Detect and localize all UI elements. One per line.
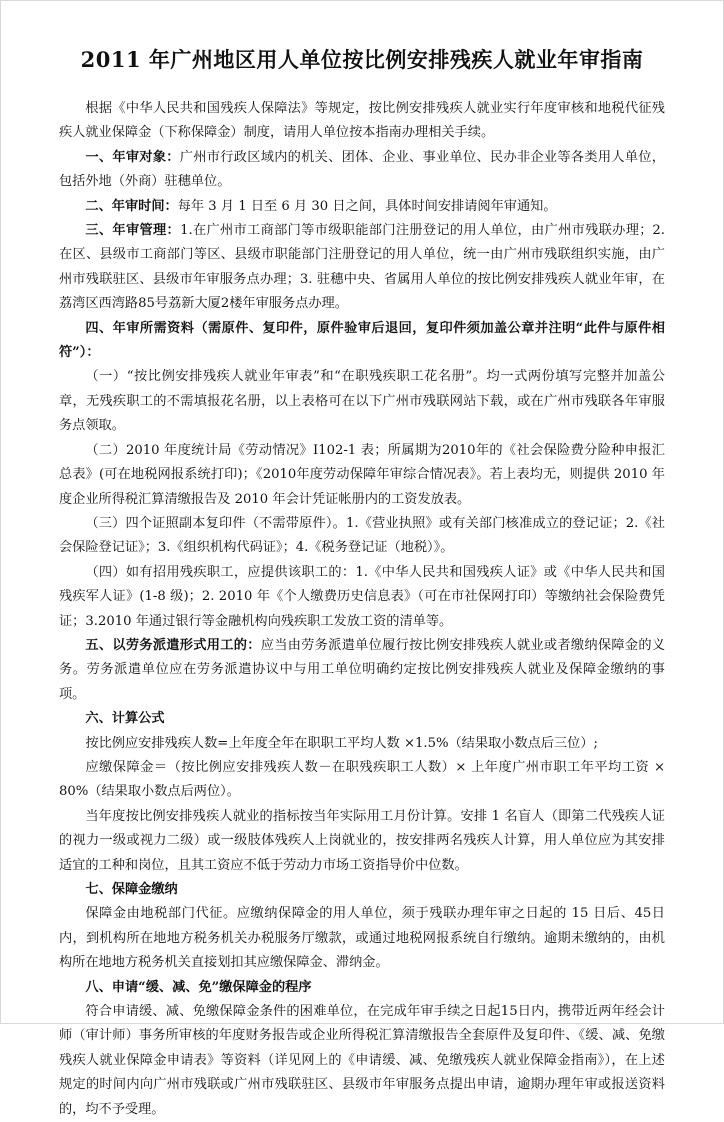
- section-5-text: 应当由劳务派遣单位履行按比例安排残疾人就业或者缴纳保障金的义务。劳务派遣单位应在劳务派遣协议中与用工单位明确约定按比例安排残疾人就业及保障金缴纳的事项。: [59, 637, 666, 702]
- section-5: [59, 634, 665, 707]
- section-6-note: 当年度按比例安排残疾人就业的指标按当年实际用工月份计算。安排 1 名盲人（即第二代残疾人证的视力一级或视力二级）或一级肢体残疾人上岗就业的，按安排两名残疾人计算，用人单位应为其安排适宜的工种和岗位，且其工资应不低于劳动力市场工资指导价中位数。: [59, 808, 665, 873]
- section-7-text: 保障金由地税部门代征。应缴纳保障金的用人单位，须于残联办理年审之日起的 15 日后、45日内，到机构所在地地方税务机关办税服务厅缴款，或通过地税网报系统自行缴纳。逾期未缴纳的，由机构所在地地方税务机关直接划扣其应缴保障金、滞纳金。: [59, 906, 665, 971]
- section-4-item-2: （二）2010 年度统计局《劳动情况》I102-1 表；所属期为2010年的《社会保险费分险种申报汇总表》(可在地税网报系统打印)；《2010年度劳动保障年审综合情况表》。若上表均无，则提供 2010 年度企业所得税汇算清缴报告及 2010 年会计凭证帐册内的工资发放表。: [59, 442, 665, 507]
- section-5-heading: 五、以劳务派遣形式用工的：: [85, 637, 261, 653]
- section-4-heading: 四、年审所需资料（需原件、复印件，原件验审后退回，复印件须加盖公章并注明“此件与原件相符”）：: [59, 320, 665, 361]
- section-2-heading: 二、年审时间：: [85, 198, 178, 214]
- formula-required-count: 按比例应安排残疾人数=上年度全年在职职工平均人数 ×1.5%（结果取小数点后三位）;: [85, 735, 599, 751]
- section-6-heading: 六、计算公式: [85, 711, 165, 727]
- section-3: [59, 219, 665, 317]
- section-2-text: 每年 3 月 1 日至 6 月 30 日之间，具体时间安排请阅年审通知。: [177, 198, 557, 214]
- intro-paragraph: 根据《中华人民共和国残疾人保障法》等规定，按比例安排残疾人就业实行年度审核和地税代征残疾人就业保障金（下称保障金）制度，请用人单位按本指南办理相关手续。: [59, 101, 665, 141]
- section-2: [59, 195, 665, 219]
- formula-guarantee-fund: 应缴保障金＝（按比例应安排残疾人数－在职残疾职工人数）× 上年度广州市职工年平均工资 × 80%（结果取小数点后两位）。: [59, 759, 665, 800]
- section-4-item-3: （三）四个证照副本复印件（不需带原件）。1.《营业执照》或有关部门核准成立的登记证；2.《社会保险登记证》；3.《组织机构代码证》；4.《税务登记证（地税）》。: [59, 515, 665, 556]
- section-8-heading: 八、申请“缓、减、免”缴保障金的程序: [85, 979, 312, 995]
- section-1: [59, 146, 665, 195]
- document-title: 2011 年广州地区用人单位按比例安排残疾人就业年审指南: [80, 47, 644, 72]
- section-4-item-1: （一）“按比例安排残疾人就业年审表”和“在职残疾职工花名册”。均一式两份填写完整并加盖公章，无残疾职工的不需填报花名册，以上表格可在以下广州市残联网站下载，或在广州市残联各年审服务点领取。: [59, 369, 665, 434]
- section-3-heading: 三、年审管理：: [85, 223, 181, 239]
- section-3-text: 1.在广州市工商部门等市级职能部门注册登记的用人单位，由广州市残联办理；2. 在区、县级市工商部门等区、县级市职能部门注册登记的用人单位，统一由广州市残联组织实施，由广州市残联驻区、县级市年审服务点办理；3. 驻穗中央、省属用人单位的按比例安排残疾人就业年审，在荔湾区西湾路85号荔新大厦2楼年审服务点办理。: [59, 223, 666, 312]
- section-1-heading: 一、年审对象：: [85, 149, 180, 165]
- section-4-item-4: （四）如有招用残疾职工，应提供该职工的：1.《中华人民共和国残疾人证》或《中华人民共和国残疾军人证》(1-8 级)；2. 2010 年《个人缴费历史信息表》（可在市社保网打印）等缴纳社会保险费凭证；3.2010 年通过银行等金融机构向残疾职工发放工资的清单等。: [59, 564, 665, 629]
- section-1-text: 广州市行政区域内的机关、团体、企业、事业单位、民办非企业等各类用人单位，包括外地（外商）驻穗单位。: [59, 149, 665, 190]
- section-8-text: 符合申请缓、减、免缴保障金条件的困难单位，在完成年审手续之日起15日内，携带近两年经会计师（审计师）事务所审核的年度财务报告或企业所得税汇算清缴报告全套原件及复印件、《缓、减、免缴残疾人就业保障金申请表》等资料（详见网上的《申请缓、减、免缴残疾人就业保障金指南》），在上述规定的时间内向广州市残联或广州市残联驻区、县级市年审服务点提出申请，逾期办理年审或报送资料的，均不予受理。: [59, 1004, 665, 1117]
- section-7-heading: 七、保障金缴纳: [85, 882, 178, 897]
